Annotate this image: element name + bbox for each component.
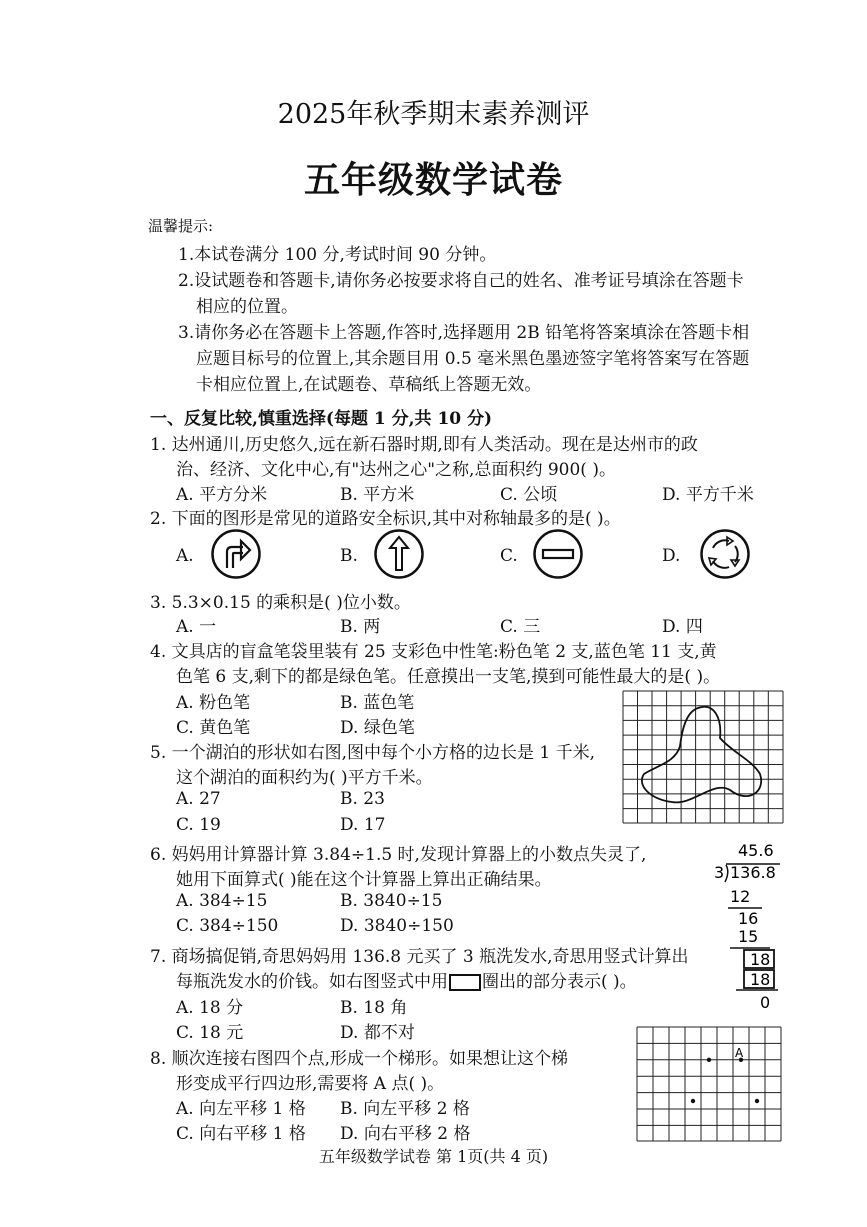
notice-line-2b: 相应的位置。	[196, 297, 298, 317]
division-step-2: 16	[738, 909, 759, 928]
straight-arrow-icon	[373, 528, 425, 580]
q4-option-a: A. 粉色笔	[176, 693, 251, 713]
q1-option-b: B. 平方米	[340, 485, 415, 505]
q4-option-c: C. 黄色笔	[176, 718, 251, 738]
q8-option-a: A. 向左平移 1 格	[176, 1099, 306, 1119]
q6-option-a: A. 384÷15	[176, 891, 268, 911]
division-step-1: 12	[730, 887, 751, 906]
page-footer: 五年级数学试卷 第 1页(共 4 页)	[318, 1147, 549, 1166]
notice-line-2a: 2.设试题卷和答题卡,请你务必按要求将自己的姓名、准考证号填涂在答题卡	[178, 271, 744, 291]
q5-option-d: D. 17	[340, 815, 386, 835]
point-c	[691, 1099, 695, 1103]
long-division-figure	[700, 836, 790, 1014]
notice-line-1: 1.本试卷满分 100 分,考试时间 90 分钟。	[178, 245, 497, 265]
division-quotient: 45.6	[738, 841, 774, 860]
q4-line-2: 色笔 6 支,剩下的都是绿色笔。任意摸出一支笔,摸到可能性最大的是( )。	[176, 667, 721, 687]
point-d	[755, 1099, 759, 1103]
q8-option-b: B. 向左平移 2 格	[340, 1099, 470, 1119]
division-step-3: 15	[738, 927, 759, 946]
q3-option-b: B. 两	[340, 617, 381, 637]
q1-option-a: A. 平方分米	[176, 485, 268, 505]
q6-option-c: C. 384÷150	[176, 916, 279, 936]
q3-line-1: 3. 5.3×0.15 的乘积是( )位小数。	[150, 593, 411, 613]
q8-option-c: C. 向右平移 1 格	[176, 1124, 306, 1144]
q1-option-d: D. 平方千米	[662, 485, 754, 505]
q5-option-c: C. 19	[176, 815, 221, 835]
q8-line-1: 8. 顺次连接右图四个点,形成一个梯形。如果想让这个梯	[150, 1049, 569, 1069]
q5-line-2: 这个湖泊的面积约为( )平方千米。	[176, 768, 433, 788]
q2-option-a: A.	[176, 546, 194, 566]
q1-option-c: C. 公顷	[500, 485, 558, 505]
q5-option-b: B. 23	[340, 789, 385, 809]
q2-option-d: D.	[662, 546, 681, 566]
q7-line-2-start: 每瓶洗发水的价钱。如右图竖式中用	[176, 972, 448, 992]
q2-line-1: 2. 下面的图形是常见的道路安全标识,其中对称轴最多的是( )。	[150, 509, 621, 529]
division-remainder: 0	[760, 993, 771, 1012]
q4-option-b: B. 蓝色笔	[340, 693, 415, 713]
q7-line-1: 7. 商场搞促销,奇思妈妈用 136.8 元买了 3 瓶洗发水,奇思用竖式计算出	[150, 947, 689, 967]
q2-option-b: B.	[340, 546, 358, 566]
division-step-5: 18	[750, 970, 771, 989]
division-step-4: 18	[750, 950, 771, 969]
q7-line-2-end: 圈出的部分表示( )。	[482, 972, 637, 992]
section-1-heading: 一、反复比较,慎重选择(每题 1 分,共 10 分)	[150, 409, 493, 429]
q3-option-d: D. 四	[662, 617, 703, 637]
q5-line-1: 5. 一个湖泊的形状如右图,图中每个小方格的边长是 1 千米,	[150, 743, 596, 763]
notice-line-3c: 卡相应位置上,在试题卷、草稿纸上答题无效。	[196, 375, 542, 395]
q7-option-c: C. 18 元	[176, 1023, 244, 1043]
q7-option-b: B. 18 角	[340, 998, 408, 1018]
q7-option-a: A. 18 分	[176, 998, 244, 1018]
roundabout-arrows-icon	[699, 528, 751, 580]
q1-line-1: 1. 达州通川,历史悠久,远在新石器时期,即有人类活动。现在是达州市的政	[150, 435, 698, 455]
exam-title: 2025年秋季期末素养测评	[277, 99, 590, 130]
point-b	[707, 1058, 711, 1062]
q3-option-a: A. 一	[176, 617, 217, 637]
q1-line-2: 治、经济、文化中心,有"达州之心"之称,总面积约 900( )。	[176, 460, 616, 480]
q6-option-b: B. 3840÷15	[340, 891, 443, 911]
point-a-label: A	[735, 1046, 744, 1060]
notice-line-3a: 3.请你务必在答题卡上答题,作答时,选择题用 2B 铅笔将答案填涂在答题卡相	[178, 323, 750, 343]
q4-option-d: D. 绿色笔	[340, 718, 415, 738]
trapezoid-grid-figure	[636, 1026, 782, 1142]
q6-line-2: 她用下面算式( )能在这个计算器上算出正确结果。	[176, 870, 552, 890]
no-entry-bar-icon	[532, 528, 584, 580]
notice-line-3b: 应题目标号的位置上,其余题目用 0.5 毫米黑色墨迹签字笔将答案写在答题	[196, 349, 750, 369]
q2-option-c: C.	[500, 546, 518, 566]
q4-line-1: 4. 文具店的盲盒笔袋里装有 25 支彩色中性笔:粉色笔 2 支,蓝色笔 11 支,黄	[150, 642, 717, 662]
q7-line-2	[176, 967, 637, 992]
q7-option-d: D. 都不对	[340, 1023, 415, 1043]
division-divisor: 3	[714, 863, 725, 882]
turn-right-arrow-icon	[210, 528, 262, 580]
lake-outline	[642, 707, 761, 803]
lake-grid-figure	[622, 690, 784, 824]
q6-line-1: 6. 妈妈用计算器计算 3.84÷1.5 时,发现计算器上的小数点失灵了,	[150, 845, 647, 865]
box-symbol	[449, 974, 481, 991]
q5-option-a: A. 27	[176, 789, 221, 809]
q8-option-d: D. 向右平移 2 格	[340, 1124, 471, 1144]
notice-label: 温馨提示:	[148, 217, 214, 235]
division-dividend: 136.8	[730, 863, 776, 882]
q3-option-c: C. 三	[500, 617, 541, 637]
exam-subtitle: 五年级数学试卷	[303, 159, 563, 201]
q6-option-d: D. 3840÷150	[340, 916, 454, 936]
q8-line-2: 形变成平行四边形,需要将 A 点( )。	[176, 1074, 445, 1094]
